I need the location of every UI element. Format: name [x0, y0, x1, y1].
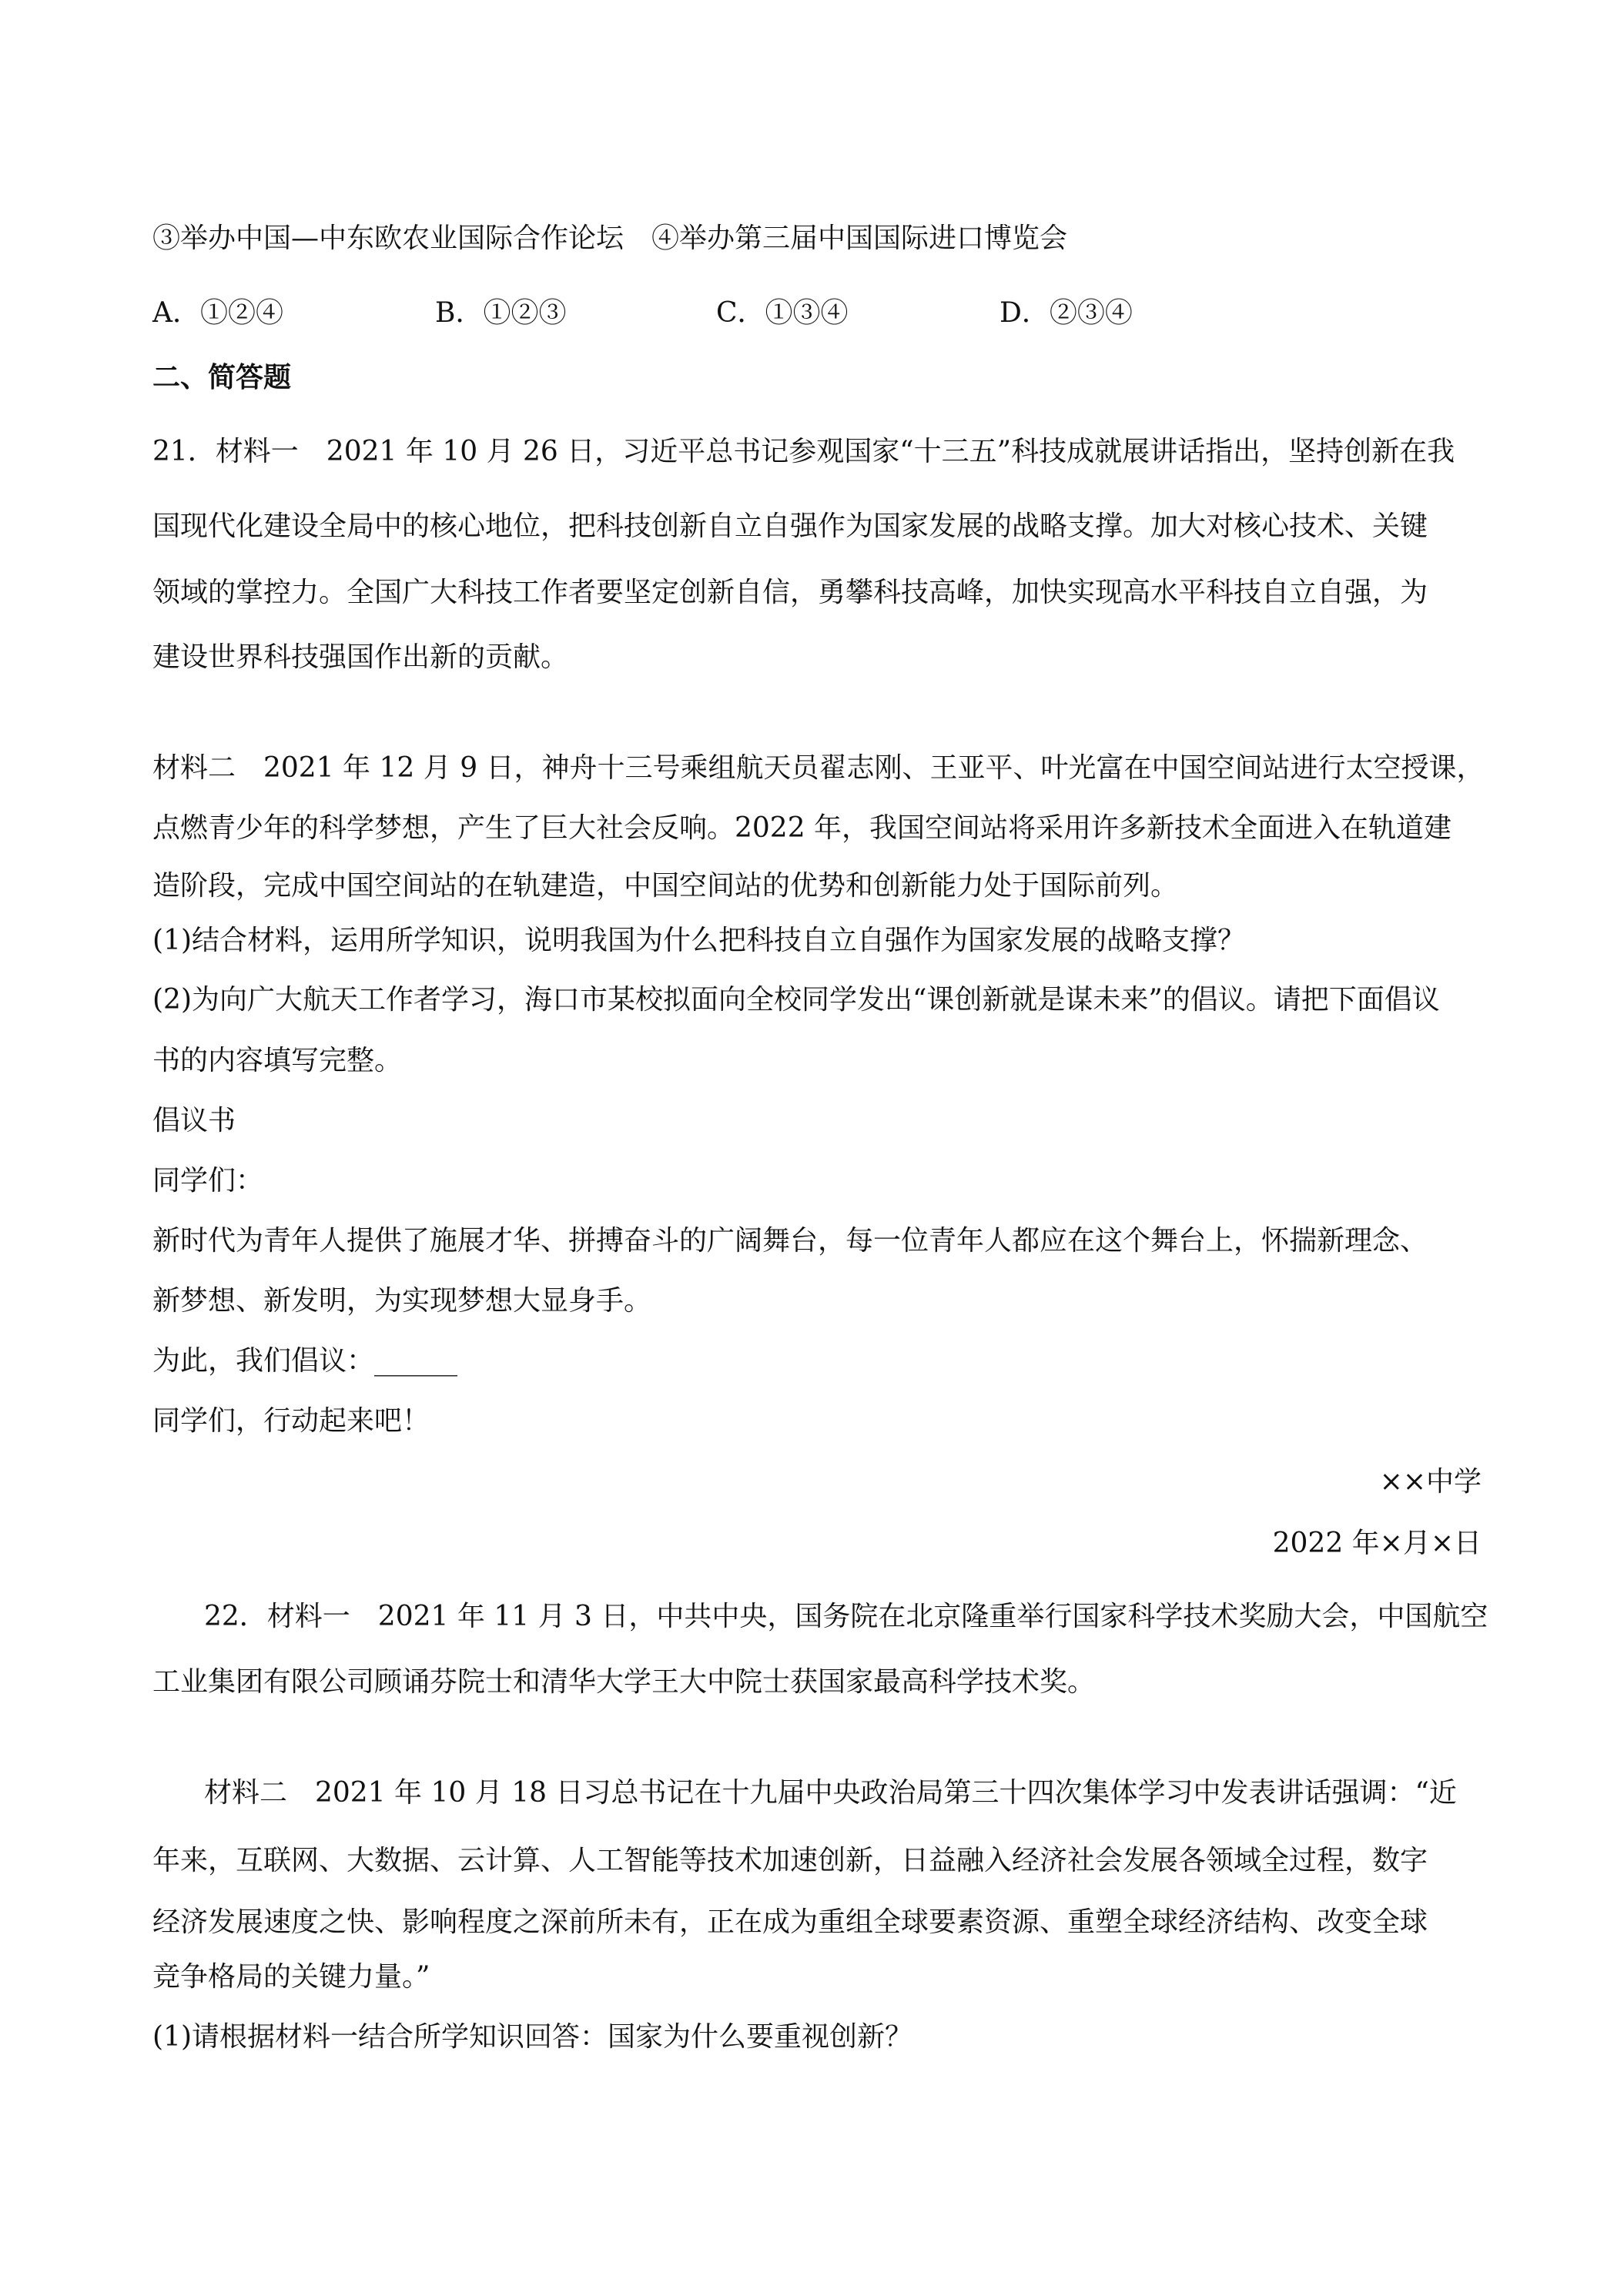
q21-material2-line: 材料二 2021 年 12 月 9 日，神舟十三号乘组航天员翟志刚、王亚平、叶光富在中国空间站进行太空授课， — [152, 752, 1485, 784]
q21-question-2-line: 书的内容填写完整。 — [152, 1045, 403, 1076]
q22-material1-line: 22．材料一 2021 年 11 月 3 日，中共中央，国务院在北京隆重举行国家科学技术奖励大会，中国航空 — [204, 1601, 1488, 1632]
option-a: A．①②④ — [152, 297, 283, 329]
option-b: B．①②③ — [435, 297, 567, 329]
q22-material2-line: 经济发展速度之快、影响程度之深前所未有，正在成为重组全球要素资源、重塑全球经济结构、改变全球 — [152, 1906, 1428, 1938]
q20-items-line: ③举办中国—中东欧农业国际合作论坛 ④举办第三届中国国际进口博览会 — [152, 223, 1068, 254]
proposal-blank-line: 为此，我们倡议：______ — [152, 1345, 458, 1377]
proposal-greeting: 同学们： — [152, 1165, 264, 1197]
q22-material2-line: 材料二 2021 年 10 月 18 日习总书记在十九届中央政治局第三十四次集体学习中发表讲话强调：“近 — [204, 1777, 1457, 1809]
q22-material2-line: 竞争格局的关键力量。” — [152, 1961, 430, 1993]
q21-question-2-line: (2)为向广大航天工作者学习，海口市某校拟面向全校同学发出“课创新就是谋未来”的倡议。请把下面倡议 — [152, 984, 1440, 1016]
proposal-body-line: 新梦想、新发明，为实现梦想大显身手。 — [152, 1285, 652, 1317]
proposal-title: 倡议书 — [152, 1105, 236, 1136]
q21-material2-line: 造阶段，完成中国空间站的在轨建造，中国空间站的优势和创新能力处于国际前列。 — [152, 870, 1179, 902]
q22-material2-line: 年来，互联网、大数据、云计算、人工智能等技术加速创新，日益融入经济社会发展各领域全过程，数字 — [152, 1845, 1428, 1876]
option-d: D．②③④ — [1000, 297, 1133, 329]
q21-material1-line: 国现代化建设全局中的核心地位，把科技创新自立自强作为国家发展的战略支撑。加大对核心技术、关键 — [152, 510, 1428, 542]
q22-material1-line: 工业集团有限公司顾诵芬院士和清华大学王大中院士获国家最高科学技术奖。 — [152, 1666, 1096, 1698]
proposal-date: 2022 年×月×日 — [1272, 1528, 1482, 1559]
proposal-signature: ××中学 — [1379, 1466, 1482, 1498]
q21-material1-line: 21．材料一 2021 年 10 月 26 日，习近平总书记参观国家“十三五”科技成就展讲话指出，坚持创新在我 — [152, 436, 1455, 467]
q21-material1-line: 建设世界科技强国作出新的贡献。 — [152, 641, 569, 673]
proposal-closing: 同学们，行动起来吧！ — [152, 1405, 430, 1437]
q21-material2-line: 点燃青少年的科学梦想，产生了巨大社会反响。2022 年，我国空间站将采用许多新技术全面进入在轨道建 — [152, 812, 1452, 844]
section-heading: 二、简答题 — [152, 361, 292, 393]
q21-question-1: (1)结合材料，运用所学知识，说明我国为什么把科技自立自强作为国家发展的战略支撑？ — [152, 925, 1245, 956]
option-c: C．①③④ — [716, 297, 849, 329]
q22-question-1: (1)请根据材料一结合所学知识回答：国家为什么要重视创新？ — [152, 2021, 912, 2053]
q21-material1-line: 领域的掌控力。全国广大科技工作者要坚定创新自信，勇攀科技高峰，加快实现高水平科技自立自强，为 — [152, 577, 1428, 608]
proposal-body-line: 新时代为青年人提供了施展才华、拼搏奋斗的广阔舞台，每一位青年人都应在这个舞台上，怀揣新理念、 — [152, 1225, 1428, 1257]
